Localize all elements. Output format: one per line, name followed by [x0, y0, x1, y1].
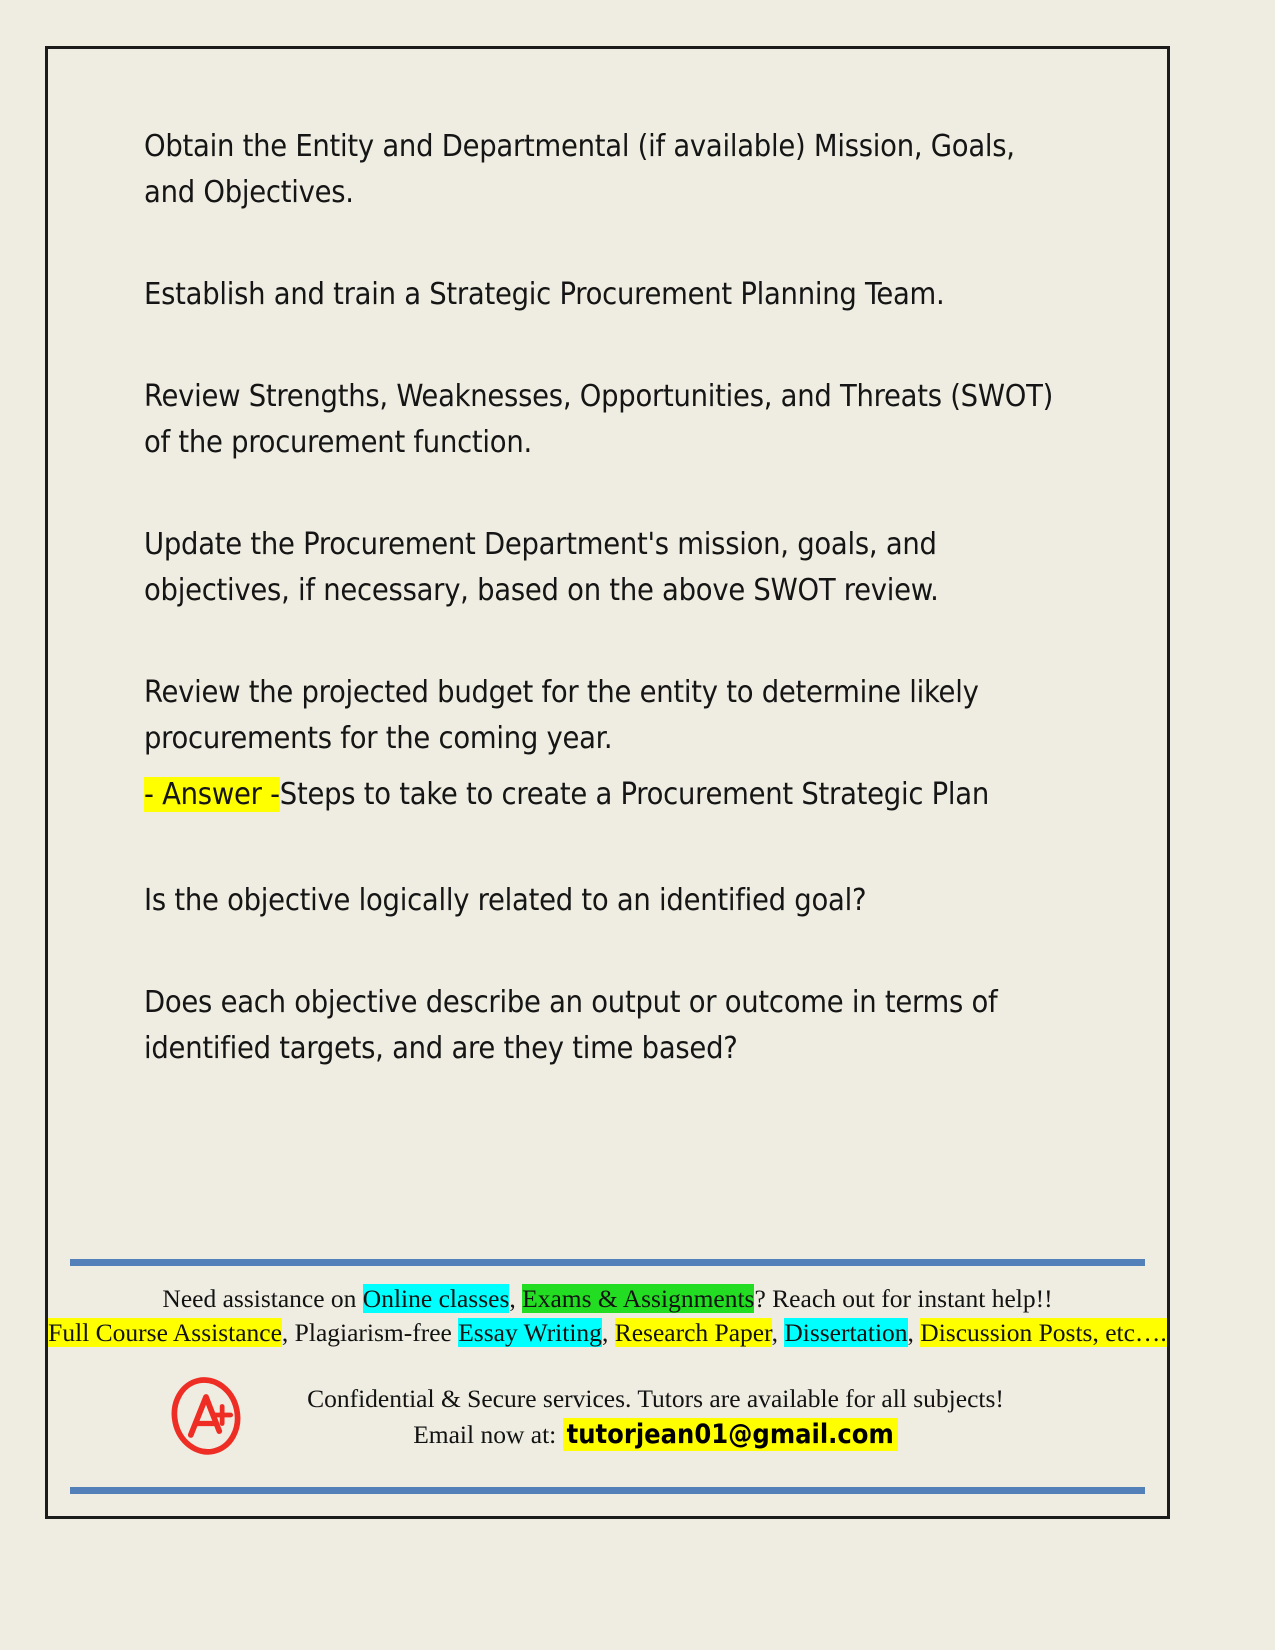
paragraph-swot-review: Review Strengths, Weaknesses, Opportunities, and Threats (SWOT) of the procurement function. [144, 379, 1062, 460]
document-body [144, 124, 1064, 1128]
paragraph-review-budget: Review the projected budget for the entity to determine likely procurements for the coming year. [144, 675, 988, 756]
footer-plagiarism-free: , Plagiarism-free [281, 1318, 459, 1347]
answer-heading [144, 772, 1064, 818]
document-page [45, 46, 1170, 1519]
answer-text: Steps to take to create a Procurement Strategic Plan [279, 777, 990, 812]
promotional-footer [48, 1256, 1167, 1516]
footer-text-need-assistance: Need assistance on [162, 1284, 363, 1313]
footer-services-line [48, 1284, 1167, 1314]
footer-research-paper: Research Paper [614, 1318, 772, 1347]
footer-full-course-assistance: Full Course Assistance [48, 1318, 282, 1347]
question-objective-goal-related: Is the objective logically related to an identified goal? [144, 883, 867, 918]
footer-divider-bottom [70, 1487, 1145, 1494]
question-objective-output-outcome: Does each objective describe an output or outcome in terms of identified targets, and are they time based? [144, 985, 1006, 1066]
answer-marker: - Answer - [144, 777, 280, 812]
footer-email-line [48, 1419, 1167, 1450]
footer-discussion-posts: Discussion Posts, etc…. [920, 1318, 1167, 1347]
paragraph-obtain-mission: Obtain the Entity and Departmental (if available) Mission, Goals, and Objectives. [144, 129, 1024, 210]
footer-email-address[interactable]: tutorjean01@gmail.com [563, 1418, 898, 1451]
footer-sep-4: , [907, 1318, 921, 1347]
footer-email-label: Email now at: [413, 1420, 563, 1449]
paragraph-update-mission: Update the Procurement Department's mission, goals, and objectives, if necessary, based on the above SWOT review. [144, 527, 946, 608]
footer-reach-out: ? Reach out for instant help!! [754, 1284, 1053, 1313]
footer-offerings-line [48, 1318, 1167, 1348]
footer-sep-2: , [601, 1318, 615, 1347]
paragraph-establish-team: Establish and train a Strategic Procurement Planning Team. [144, 277, 945, 312]
footer-divider-top [70, 1259, 1145, 1266]
footer-exams-assignments: Exams & Assignments [522, 1284, 755, 1313]
footer-confidential-line: Confidential & Secure services. Tutors are available for all subjects! [307, 1384, 1004, 1413]
footer-sep-3: , [771, 1318, 785, 1347]
footer-dissertation: Dissertation [784, 1318, 908, 1347]
footer-essay-writing: Essay Writing [458, 1318, 602, 1347]
footer-online-classes: Online classes [362, 1284, 510, 1313]
footer-sep-1: , [509, 1284, 523, 1313]
